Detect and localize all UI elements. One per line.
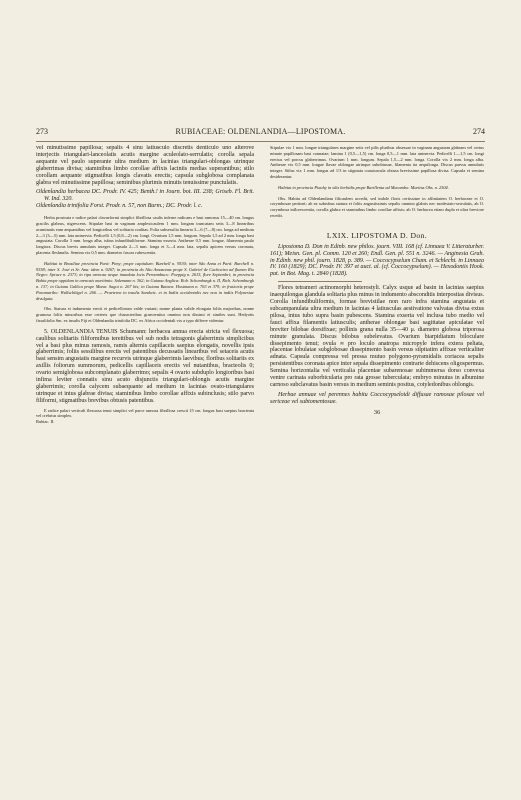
genus-references: Lipostoma D. Don in Edinb. new philos. journ. VIII. 168 (cf. Linnaea V. Litteraturber. 161); Meisn. Gen. pl. Comm. 120 et 260; Endl. Gen. pl. 551 n. 3246. — Anginesia Grah. in Edinb. new phil. journ. 1828, p. 389. — Coccocypselum Cham. et Schlecht. in Linnaea IV. 160 (1829); DC. Prodr. IV. 397 et auct. al. (cf. Coccocypselum). — Hexodontis Hook. pat. in Bot. Mag. t. 2840 (1828).	[270, 243, 484, 278]
page-number-right: 274	[473, 127, 485, 136]
page-number-left: 273	[36, 127, 48, 136]
species-entry: 5. OLDENLANDIA TENUIS Schumann: herbacea annua erecta stricta vel flexuosa; caulibus solitariis filiformibus tereitibus vel sub nodis tetragonis glaberrimis simplicibus vel a basi plus minus ramosis, ramis alternis capillaceis saepius elongatis, novellis ipsis glaberrimis; foliis sessilibus erectis vel patentibus decussatis linearibus vel setaceis acutis basi sensim angustatis margine recurvis utrinque glaberrimis laevibus; floribus solitariis ex axillis foliorum summorum, pedicellis capillaceis erectis vel nutantibus, bracteolis 0; ovario semiglobosa subcomplanato glaberrimo; sepalis 4 ovario subduplo longioribus basi infima leviter connatis sinu acuto disjunctis triangulari-oblongis acutis margine glaberrimis; corolla calycem subaequante ad medium in lacinias ovato-triangulares utrinque et intus glabrae divisa; staminibus limbo corollae affixis subinclusis; stilo parvo filiformi, stigmatibus brevibus obtusis patentibus.	[36, 328, 254, 404]
genus-description: Flores tetrameri actinomorphi heterostyli. Calyx usque ad basin in lacinias saepius inaequilongas glandula solitaria plus minus in indumento absconditis interpositas divisus. Corolla infundibuliformis, formae brevistilae non raro infra stamina angustata et subcampanulata ultra medium in lacinias 4 latiusculas aestivatione valvatas divisa extus pilosa, intus tubo supra basin pubescens. Stamina exserta vel inclusa tubo medio vel fauci affixa filamentis latiusculis; antherae oblongae basi sagittatae apiculatae vel breviter bilobae dorsifixae; pollinis grana nulla 35—40 μ. diametro globosa triporosa minute granulata. Discus bilobus subelevatus. Ovarium biarpidiatum biloculare dissepimento tenui; ovula ∞ pro loculo anatropa micropyle infera extera peltata, placentae lobulatae subglobosae dissepimento basin versus stipitatim affixae verticaliter adnata. Capsula compressa vel pressa mutuo polygono-pyramidalis coriacea sepalis persistentibus coronata apice inter sepala dissepimento contrarie dehiscens oligospermus. Semina horizontalia vel verticalia placentae subarenosae subimmersa dorso convexa ventre carinata suborbicularia pro rata grosse tuberculata; embryo minutus in albumine carnoso subclavatus basin versus in medium seminis positus, cotyledonibus oblongis.	[270, 285, 484, 388]
synonym-citation: Oldenlandia herbacea DC. Prodr. IV. 425; Benth.! in Journ. bot. III. 238; Griseb. Fl. Brit. W. Ind. 320.	[36, 189, 254, 203]
habit-note: Herbae annuae vel perennes habitu Coccocypseloidi diffusae ramosae pilosae vel sericeae vel subtomentosae.	[270, 391, 484, 405]
species-description: Stipulae vix 1 mm. longae triangulares margine setis vel pilis pluribus obsessae in vaginam angustam glabram vel certus minute papillosam basi connatae; lamina 1 (0,5—1,5) cm. longa 0,5—1 mm. lata uninervia. Pedicelli 1—1,5 cm. longi erectus vel porcus glaberrimus. Ovarium 1 mm. longum. Sepala 1,5—2 mm. longa. Corolla vix 2 mm. longa alba. Antherae vix 0,5 mm. longae flavae oblongae utrinque subobtusae, filamenta ita aequilonga. Discus parvus annularis integer. Stilus vix 1 mm. longus ad 1/3 in stigmata crassiuscula obtusa brevissime papillosa divisa. Capsula et semina desiderantur.	[270, 145, 484, 179]
right-column	[270, 145, 484, 770]
left-column	[36, 145, 254, 770]
observation-note: Obs. Habitu ad Oldenlandiam filicaulem accedit, sed indole floris certissime in affinitatem O. herbaceae et O. corymbosae pertinet; ab ea subrubus statura et foliis angustissimis sepalis omnino glabris nec modestato-serrulatis, ab O. corymbosa inflorescentia, corolla glabra et staminibus limbo corollae affixis; ab O. herbacea etiam dupla et ultra breviore recedit.	[270, 195, 484, 218]
genus-section-title: LXIX. LIPOSTOMA D. Don.	[326, 230, 428, 240]
observation-note: Obs. Statura et indumento erecti et pedicellorum valde variant; nonne planta valide elongata foliis majoribus, nonne grumosa foliis minoribus esse certeris que characteribus graecernitur omnino non dissimi ei similes sunt. Hedyotis fissulifolia Sm. ex insulis Fiji et Oldenlandia trinifolia DC. ex Africa occidentali vix a typo differre videntur.	[36, 306, 254, 323]
habitat-note: Habitat in provincia Piauhy in silis herbidis prope Barillenta ad Macambo: Martius Obs. n. 2504.	[278, 184, 449, 190]
running-header	[36, 127, 485, 139]
synonym-citation: Oldenlandia trinifolia Forst. Prodr. n. 57, non Burm.; DC. Prodr. l. c.	[36, 203, 203, 210]
root-description: E radice palari verticali flexuosa tenui simplici vel parce ramosa fibrillosa crescit 15 cm. longus basi saepius bracteata vel crebrius simplex.	[36, 407, 254, 419]
species-description: Herba prostrata e radice palari clavaeformi simplici fibrillosa caulis inferne radicans e basi ramosus 15—40 cm. longus gracilis glabrus, nigrescens. Stipulae basi in vaginam amplexicaulem 1 mm. longam truncatam setis 3—8 linearibus acuminatis eam aequantibus vel longioribus vel solitaria coalitas. Folia subsessilia linearia 3—6 (7—8) cm. longa ad medium 2—3 (3—5) mm. lata uninervia. Pedicelli 1,5 (0,8—2) cm. longi. Ovarium 1,5 mm. longum. Sepala 1,5 ad 2 mm. longa basi angustata. Corolla 3 mm. longa alba, tubus infundibuliforme. Stamina exserta. Antherae 0,5 mm. longae, filamenta paulo longiora. Discus brevis annularis integer. Capsula 2—3 mm. longa et 3—4 mm. lata, sepalis apicem versus coronata, placenta fleshnulis. Semina vix 0,5 mm. diametro fuscas rubescentia.	[36, 215, 254, 255]
habitat-note: Habitat in Brasiliae provincia Pará: Pimy; prope capitulum: Burchell n. 9530; inter São Anna et Pará: Burchell n. 9358; inter S. José et Sr. Ana: idem n. 9267; in provincia do Alto Amazonas prope S. Gabriel de Cachoeira ad flumen Rio Negro: Spruce n. 2373; in ripa arenosa neque inundata locis Pernambuco: Poeppig n. 2615, flore Septembri; in provincia Bahia prope oppidum in arenosis maritimis: Salzmann n. 362; in Guiana Anglica: Rob. Schomburgk n. II, Rich. Schomburgk n. 137; in Guiana Gallica prope Mana: Sagot n. 267 bis; in Guiana Batava: Hostmann n. 763 et 379; in fruticetis prope Paramaribo: Wullschlägel n. 266. — Praeterea in insulis Sandwic. et in Indiis occidentalis nec non in indiis Polynesiae divulgata.	[36, 260, 254, 301]
section-divider	[278, 281, 362, 282]
volume-signature: Rubiac. II.	[36, 419, 55, 425]
description-paragraph: vel minutissime papillosa; sepalis 4 sinu latiusculo discretis denticulo uno alterove interjectis triangulari-lanceolatis acutis margine aculeolato-serrulatis; corolla sepala aequante vel paulo superante ultra medium in lacinias triangulari-oblongas utrinque glaberrimas divisa; staminibus limbo corollae affixis laciniis medias superantibus; stilo corollam aequante stigmatibus longis clavatis erectis; capsula subglobosa complanata glabra vel minutissime papillosa; seminibus plurimis minutis tenuissime punctulatis.	[36, 145, 254, 186]
signature-number: 36	[373, 408, 381, 416]
running-title: RUBIACEAE: OLDENLANDIA—LIPOSTOMA.	[175, 127, 346, 136]
header-rule	[36, 141, 485, 142]
